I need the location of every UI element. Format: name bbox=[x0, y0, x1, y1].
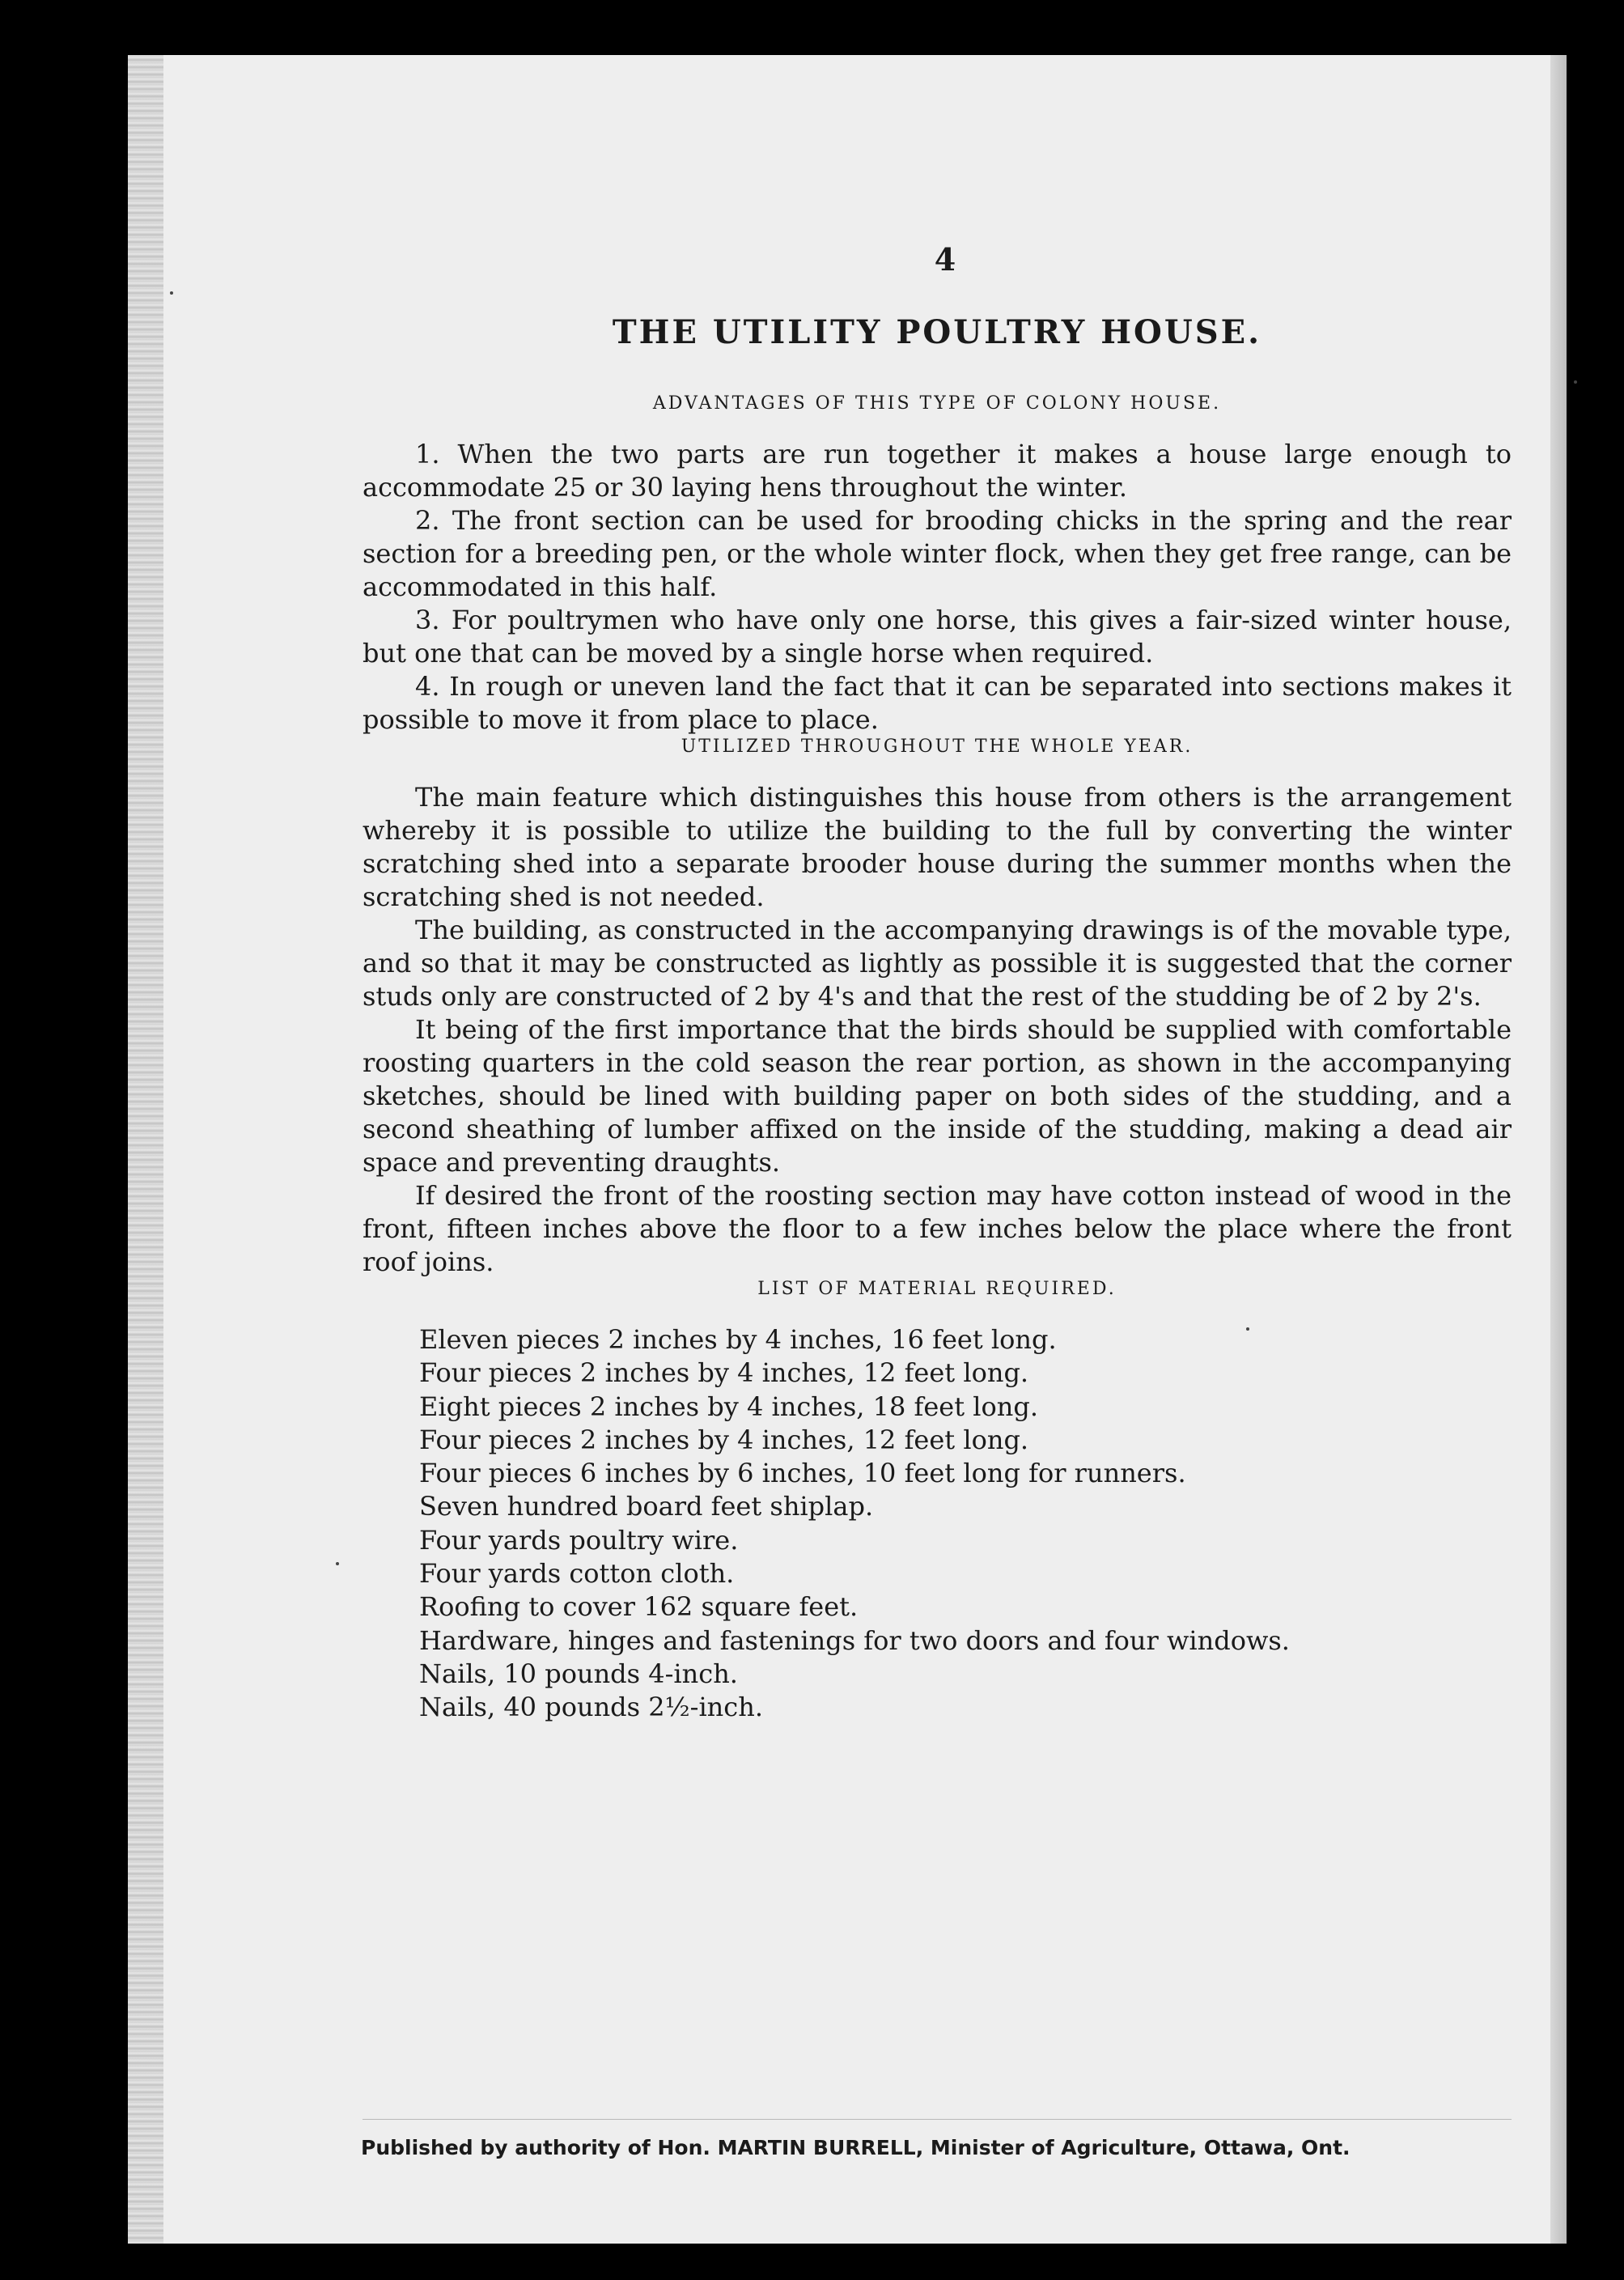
section-heading-materials: LIST OF MATERIAL REQUIRED. bbox=[757, 1279, 1117, 1299]
document-page bbox=[128, 55, 1567, 2244]
material-item: Nails, 40 pounds 2½-inch. bbox=[419, 1692, 763, 1723]
body-paragraph: The main feature which distinguishes this house from others is the arrangement whereby it is possible to utilize the building to the full by converting the winter scratching shed into a separate brooder house during the summer months when the scratching shed is not needed. bbox=[363, 782, 1512, 912]
material-item: Four pieces 2 inches by 4 inches, 12 feet long. bbox=[419, 1424, 1029, 1455]
material-item: Eleven pieces 2 inches by 4 inches, 16 feet long. bbox=[419, 1324, 1057, 1355]
advantage-item: 1. When the two parts are run together it makes a house large enough to accommodate 25 or 30 laying hens throughout the winter. bbox=[363, 439, 1512, 503]
footer-rule bbox=[363, 2119, 1512, 2120]
advantage-item: 4. In rough or uneven land the fact that it can be separated into sections makes it possible to move it from place to place. bbox=[363, 671, 1512, 735]
section-heading-utilized: UTILIZED THROUGHOUT THE WHOLE YEAR. bbox=[681, 737, 1194, 757]
material-item: Four yards cotton cloth. bbox=[419, 1558, 735, 1590]
material-item: Roofing to cover 162 square feet. bbox=[419, 1591, 859, 1623]
body-paragraph: The building, as constructed in the accompanying drawings is of the movable type, and so that it may be constructed as lightly as possible it is suggested that the corner studs only are constructed of 2 by 4's and that the rest of the studding be of 2 by 2's. bbox=[363, 915, 1512, 1012]
scan-speck bbox=[170, 291, 173, 295]
page-binding-edge bbox=[128, 55, 163, 2244]
materials-list bbox=[363, 1323, 1512, 1725]
advantage-item: 2. The front section can be used for brooding chicks in the spring and the rear section for a breeding pen, or the whole winter flock, when they get free range, can be accommodated in this half. bbox=[363, 505, 1512, 602]
material-item: Four pieces 2 inches by 4 inches, 12 feet long. bbox=[419, 1357, 1029, 1389]
material-item: Eight pieces 2 inches by 4 inches, 18 feet long. bbox=[419, 1391, 1039, 1422]
scan-speck bbox=[336, 1562, 339, 1565]
body-paragraph: It being of the first importance that the birds should be supplied with comfortable roosting quarters in the cold season the rear portion, as shown in the accompanying sketches, should be lined with building paper on both sides of the studding, and a second sheathing of lumber affixed on the inside of the studding, making a dead air space and preventing draughts. bbox=[363, 1014, 1512, 1178]
material-item: Hardware, hinges and fastenings for two doors and four windows. bbox=[419, 1624, 1290, 1656]
page-right-edge bbox=[1550, 55, 1567, 2244]
page-number: 4 bbox=[934, 241, 956, 278]
body-paragraph: If desired the front of the roosting section may have cotton instead of wood in the front, fifteen inches above the floor to a few inches below the place where the front roof joins. bbox=[363, 1180, 1512, 1277]
advantages-list bbox=[363, 438, 1512, 737]
section-heading-advantages: ADVANTAGES OF THIS TYPE OF COLONY HOUSE. bbox=[652, 393, 1222, 414]
material-item: Nails, 10 pounds 4-inch. bbox=[419, 1658, 738, 1689]
material-item: Seven hundred board feet shiplap. bbox=[419, 1491, 874, 1522]
scan-speck bbox=[1574, 380, 1577, 384]
scan-speck bbox=[1246, 1327, 1249, 1331]
page-content bbox=[363, 185, 1512, 1725]
material-item: Four yards poultry wire. bbox=[419, 1524, 739, 1556]
advantage-item: 3. For poultrymen who have only one horse, this gives a fair-sized winter house, but one that can be moved by a single horse when required. bbox=[363, 605, 1512, 669]
utilized-body bbox=[363, 781, 1512, 1279]
publisher-footer: Published by authority of Hon. MARTIN BURRELL, Minister of Agriculture, Ottawa, Ont. bbox=[361, 2136, 1351, 2159]
page-title: THE UTILITY POULTRY HOUSE. bbox=[612, 313, 1262, 351]
material-item: Four pieces 6 inches by 6 inches, 10 feet long for runners. bbox=[419, 1458, 1186, 1489]
